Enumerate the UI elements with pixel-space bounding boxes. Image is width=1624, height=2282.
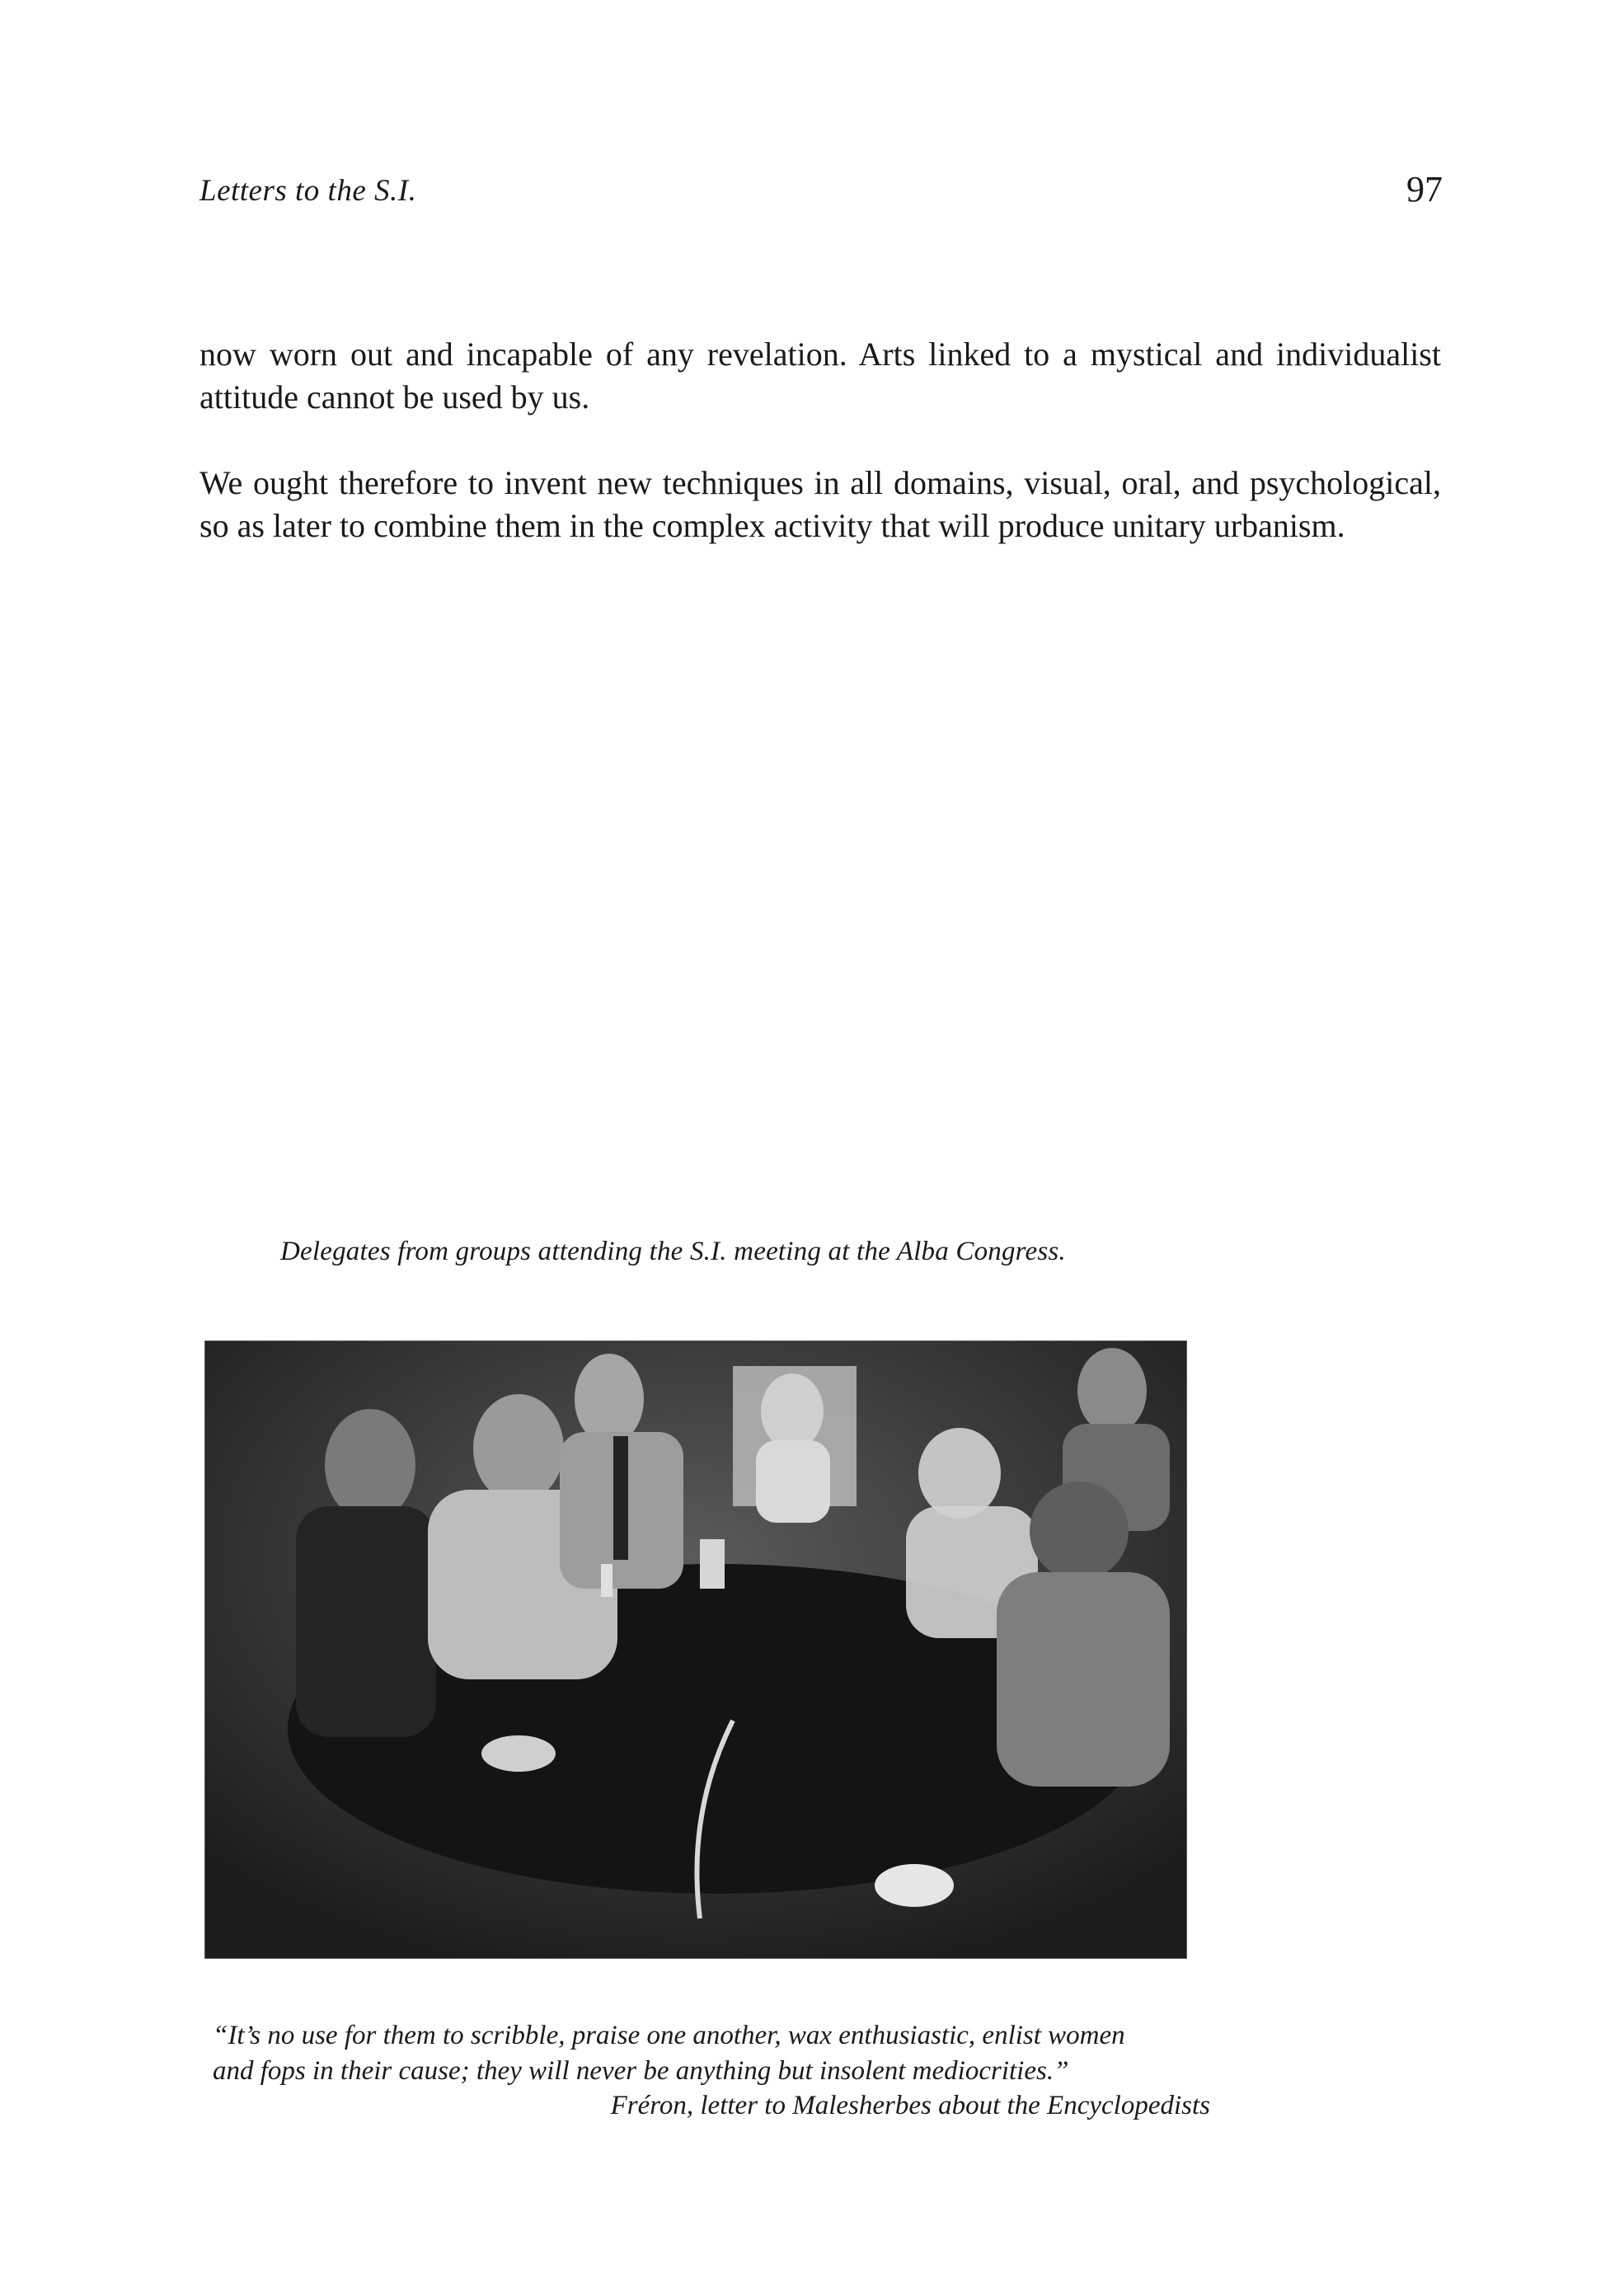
body-paragraph-1: now worn out and incapable of any revelation. Arts linked to a mystical and individualist attitude cannot be used by us.	[199, 336, 1441, 416]
epigraph-line-2: and fops in their cause; they will never be anything but insolent mediocrities.”	[213, 2056, 1069, 2086]
running-head: Letters to the S.I.	[199, 174, 417, 208]
figure-caption: Delegates from groups attending the S.I. meeting at the Alba Congress.	[280, 1237, 1066, 1266]
epigraph-attribution: Fréron, letter to Malesherbes about the Encyclopedists	[610, 2091, 1210, 2120]
epigraph	[213, 2018, 1202, 2089]
epigraph-line-1: “It’s no use for them to scribble, praise one another, wax enthusiastic, enlist women	[213, 2021, 1125, 2050]
page-number: 97	[1406, 169, 1443, 209]
photograph	[204, 1341, 1187, 1959]
body-paragraph-2: We ought therefore to invent new techniques in all domains, visual, oral, and psychological, so as later to combine them in the complex activity that will produce unitary urbanism.	[199, 464, 1441, 544]
